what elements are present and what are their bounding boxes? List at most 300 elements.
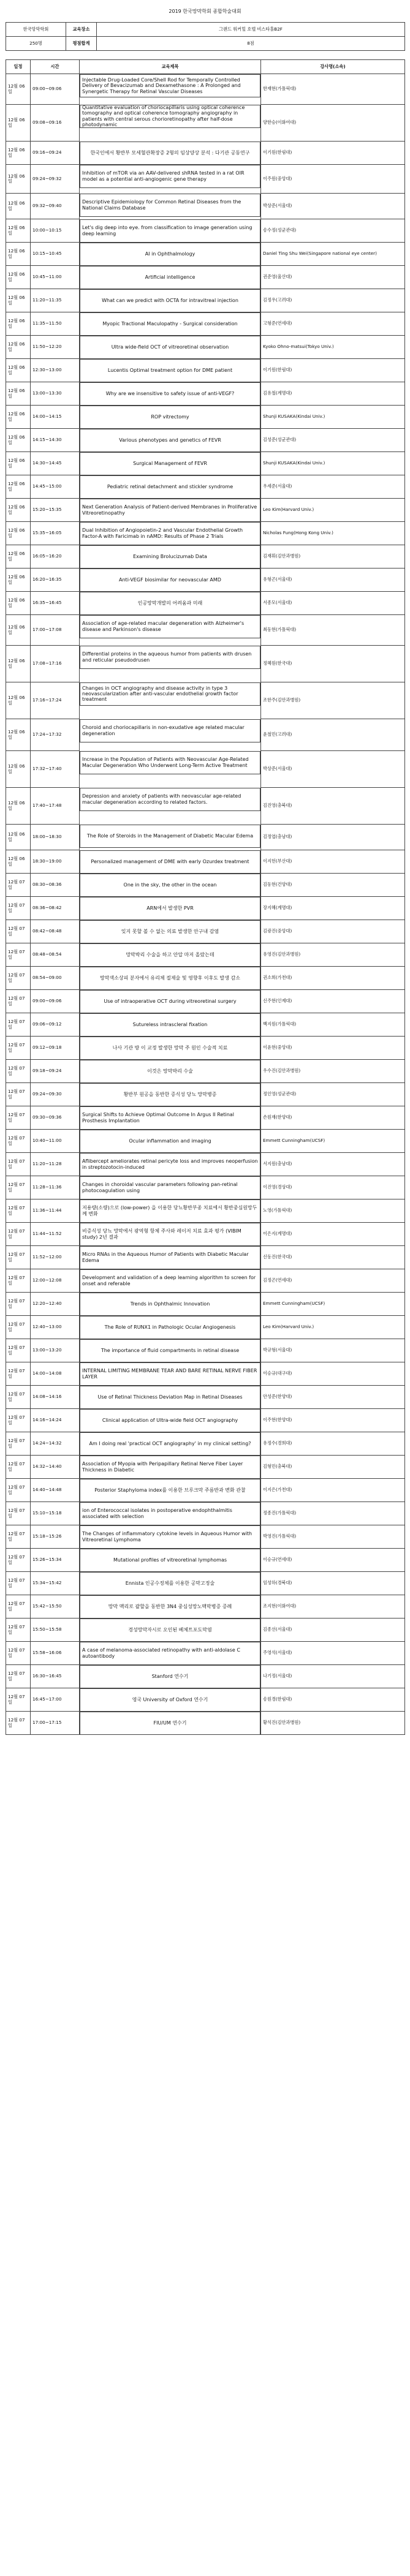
session-date: 12월 07일: [6, 1502, 31, 1525]
schedule-row: [6, 522, 405, 545]
session-title: Quantitative evaluation of choriocapillaris using optical coherence tomography and optical coherence tomography angiography in patients with central serous chorioretinopathy after half-dose photodynamic: [80, 105, 260, 128]
schedule-row: [6, 1362, 405, 1386]
session-title: Surgical Shifts to Achieve Optimal Outcome In Argus II Retinal Prosthesis Implantation: [80, 1106, 260, 1130]
session-speaker: 김동현(건양대): [261, 874, 405, 897]
session-date: 12월 06일: [6, 568, 31, 592]
schedule-row: [6, 1246, 405, 1269]
session-speaker: 김진영(충북대): [261, 788, 405, 825]
session-time: 14:16~14:24: [31, 1409, 80, 1432]
session-time: 17:00~17:15: [31, 1712, 80, 1735]
session-date: 12월 06일: [6, 105, 31, 142]
session-date: 12월 07일: [6, 1362, 31, 1386]
session-time: 17:32~17:40: [31, 751, 80, 788]
session-title: Artificial intelligence: [80, 266, 260, 289]
session-time: 14:00~14:15: [31, 406, 80, 429]
session-date: 12월 07일: [6, 1199, 31, 1223]
session-title: Development and validation of a deep learning algorithm to screen for onset and referable: [80, 1269, 260, 1293]
session-time: 14:15~14:30: [31, 429, 80, 452]
header-date: 일정: [6, 60, 31, 74]
session-time: 17:16~17:24: [31, 682, 80, 719]
session-title: Choroid and choriocapillaris in non-exudative age related macular degeneration: [80, 719, 260, 742]
session-time: 09:24~09:30: [31, 1083, 80, 1106]
session-speaker: 황석진(김안과병원): [261, 1712, 405, 1735]
session-time: 11:50~12:20: [31, 336, 80, 359]
session-date: 12월 06일: [6, 406, 31, 429]
session-date: 12월 06일: [6, 74, 31, 105]
header-title: 교육제목: [80, 60, 261, 74]
session-time: 09:24~09:32: [31, 165, 80, 194]
session-speaker: 송수정(성균관대): [261, 219, 405, 243]
session-speaker: 서지원(충남대): [261, 1153, 405, 1176]
schedule-row: [6, 943, 405, 967]
session-speaker: 박영진(가톨릭대): [261, 1525, 405, 1549]
schedule-row: [6, 1130, 405, 1153]
session-time: 08:42~08:48: [31, 920, 80, 943]
session-title: The importance of fluid compartments in retinal disease: [80, 1339, 260, 1362]
schedule-row: [6, 825, 405, 850]
session-time: 16:05~16:20: [31, 545, 80, 568]
info-table: [6, 22, 405, 51]
session-title: Differential proteins in the aqueous humor from patients with drusen and reticular pseudodrusen: [80, 646, 260, 669]
session-title: Increase in the Population of Patients with Neovascular Age-Related Macular Degeneration Who Underwent Long-Term Active Treatment: [80, 751, 260, 774]
session-speaker: 이지헌(부산대): [261, 850, 405, 874]
session-speaker: 김유철(계명대): [261, 382, 405, 406]
session-title: Sutureless intrascleral fixation: [80, 1013, 260, 1037]
session-time: 14:32~14:40: [31, 1456, 80, 1479]
schedule-row: [6, 615, 405, 646]
session-title: Ennista 인공수정체를 이용한 공막고정술: [80, 1572, 260, 1595]
session-speaker: 김정엽(충남대): [261, 825, 405, 850]
session-time: 17:00~17:08: [31, 615, 80, 646]
schedule-row: [6, 545, 405, 568]
schedule-row: [6, 1386, 405, 1409]
session-date: 12월 07일: [6, 1432, 31, 1456]
session-date: 12월 06일: [6, 266, 31, 289]
schedule-row: [6, 1409, 405, 1432]
session-title: Association of Myopia with Peripapillary Retinal Nerve Fiber Layer Thickness in Diabetic: [80, 1456, 260, 1479]
schedule-row: [6, 1037, 405, 1060]
session-date: 12월 07일: [6, 1688, 31, 1712]
session-time: 11:35~11:50: [31, 312, 80, 336]
session-title: The Changes of inflammatory cytokine levels in Aqueous Humor with Vitreoretinal Lymphoma: [80, 1525, 260, 1549]
session-time: 14:00~14:08: [31, 1362, 80, 1386]
session-date: 12월 07일: [6, 1386, 31, 1409]
session-time: 09:12~09:18: [31, 1037, 80, 1060]
session-title: Descriptive Epidemiology for Common Retinal Diseases from the National Claims Database: [80, 194, 260, 217]
session-speaker: 김종선(서울대): [261, 1618, 405, 1642]
session-title: One in the sky, the other in the ocean: [80, 874, 260, 897]
session-speaker: 이지은(가천대): [261, 1479, 405, 1502]
schedule-row: [6, 1618, 405, 1642]
session-date: 12월 06일: [6, 243, 31, 266]
session-speaker: 이승규(연세대): [261, 1549, 405, 1572]
session-speaker: 이윤현(중앙대): [261, 1037, 405, 1060]
schedule-header-row: [6, 60, 405, 74]
schedule-row: [6, 74, 405, 105]
session-title: Personalized management of DME with early Ozurdex treatment: [80, 850, 260, 874]
session-time: 11:44~11:52: [31, 1223, 80, 1246]
schedule-row: [6, 1712, 405, 1735]
session-time: 18:00~18:30: [31, 825, 80, 850]
session-title: Depression and anxiety of patients with neovascular age-related macular degeneration according to related factors.: [80, 788, 260, 811]
session-title: Ocular inflammation and imaging: [80, 1130, 260, 1153]
session-time: 11:20~11:28: [31, 1153, 80, 1176]
session-date: 12월 07일: [6, 1618, 31, 1642]
session-time: 09:18~09:24: [31, 1060, 80, 1083]
session-time: 15:50~15:58: [31, 1618, 80, 1642]
session-date: 12월 07일: [6, 1153, 31, 1176]
session-date: 12월 07일: [6, 1223, 31, 1246]
session-date: 12월 07일: [6, 1037, 31, 1060]
session-title: INTERNAL LIMITING MEMBRANE TEAR AND BARE RETINAL NERVE FIBER LAYER: [80, 1362, 260, 1386]
session-time: 13:00~13:30: [31, 382, 80, 406]
session-speaker: 노영(가톨릭대): [261, 1199, 405, 1223]
schedule-row: [6, 266, 405, 289]
schedule-row: [6, 990, 405, 1013]
session-date: 12월 07일: [6, 1339, 31, 1362]
schedule-row: [6, 719, 405, 751]
schedule-row: [6, 1572, 405, 1595]
session-title: 경성망막자시로 오인된 베체트포도막염: [80, 1618, 260, 1642]
session-speaker: 우세준(서울대): [261, 475, 405, 499]
session-title: Pediatric retinal detachment and stickler syndrome: [80, 475, 260, 499]
schedule-row: [6, 475, 405, 499]
session-time: 08:36~08:42: [31, 897, 80, 920]
session-title: Why are we insensitive to safety issue of anti-VEGF?: [80, 382, 260, 406]
session-title: AI in Ophthalmology: [80, 243, 260, 266]
session-title: Examining Brolucizumab Data: [80, 545, 260, 568]
schedule-row: [6, 874, 405, 897]
session-time: 09:32~09:40: [31, 194, 80, 219]
session-date: 12월 07일: [6, 1642, 31, 1665]
session-time: 13:00~13:20: [31, 1339, 80, 1362]
session-speaker: Emmett Cunningham(UCSF): [261, 1130, 405, 1153]
header-time: 시간: [31, 60, 80, 74]
session-title: Lucentis Optimal treatment option for DME patient: [80, 359, 260, 382]
session-date: 12월 06일: [6, 475, 31, 499]
session-title: Surgical Management of FEVR: [80, 452, 260, 475]
session-date: 12월 07일: [6, 1060, 31, 1083]
session-time: 09:06~09:12: [31, 1013, 80, 1037]
session-speaker: 이주현(한양대): [261, 1409, 405, 1432]
session-date: 12월 06일: [6, 194, 31, 219]
schedule-row: [6, 1665, 405, 1688]
session-speaker: 유정수(경희대): [261, 1432, 405, 1456]
session-time: 10:40~11:00: [31, 1130, 80, 1153]
session-speaker: 나기정(서울대): [261, 1665, 405, 1688]
session-speaker: 조지현(이화여대): [261, 1595, 405, 1618]
session-title: Injectable Drug-Loaded Core/Shell Rod for Temporally Controlled Delivery of Bevacizumab and Dexamethasone : A Prolonged and Synergetic Therapy for Retinal Vascular Diseases: [80, 74, 260, 97]
session-time: 09:16~09:24: [31, 142, 80, 165]
session-title: Mutational profiles of vitreoretinal lymphomas: [80, 1549, 260, 1572]
schedule-row: [6, 920, 405, 943]
session-date: 12월 06일: [6, 359, 31, 382]
session-time: 11:20~11:35: [31, 289, 80, 312]
session-date: 12월 07일: [6, 1176, 31, 1199]
schedule-row: [6, 429, 405, 452]
session-speaker: 이은지(계명대): [261, 1223, 405, 1246]
session-speaker: 박상준(서울대): [261, 751, 405, 788]
session-date: 12월 06일: [6, 615, 31, 646]
schedule-row: [6, 1153, 405, 1176]
schedule-row: [6, 1502, 405, 1525]
session-time: 09:08~09:16: [31, 105, 80, 142]
session-time: 09:00~09:06: [31, 74, 80, 105]
session-time: 18:30~19:00: [31, 850, 80, 874]
session-date: 12월 06일: [6, 219, 31, 243]
session-date: 12월 06일: [6, 312, 31, 336]
schedule-row: [6, 336, 405, 359]
session-title: Next Generation Analysis of Patient-derived Membranes in Proliferative Vitreoretinopathy: [80, 499, 260, 522]
session-speaker: 우수진(김안과병원): [261, 1060, 405, 1083]
schedule-body: [6, 74, 405, 1735]
schedule-row: [6, 897, 405, 920]
session-speaker: 권준영(울산대): [261, 266, 405, 289]
schedule-row: [6, 194, 405, 219]
session-speaker: 이진영(경상대): [261, 1176, 405, 1199]
session-date: 12월 06일: [6, 289, 31, 312]
session-speaker: 이승규(대구대): [261, 1362, 405, 1386]
schedule-row: [6, 1688, 405, 1712]
schedule-row: [6, 165, 405, 194]
session-speaker: Shunji KUSAKA(Kindai Univ.): [261, 452, 405, 475]
session-time: 16:45~17:00: [31, 1688, 80, 1712]
session-speaker: Leo Kim(Harvard Univ.): [261, 1316, 405, 1339]
session-time: 11:36~11:44: [31, 1199, 80, 1223]
session-time: 15:26~15:34: [31, 1549, 80, 1572]
page-title: 2019 한국망막학회 종합학술대회: [169, 8, 241, 14]
session-time: 16:35~16:45: [31, 592, 80, 615]
session-speaker: Kyoko Ohno-matsui(Tokyo Univ.): [261, 336, 405, 359]
schedule-row: [6, 850, 405, 874]
session-date: 12월 07일: [6, 1549, 31, 1572]
schedule-row: [6, 1083, 405, 1106]
session-title: Changes in choroidal vascular parameters following pan-retinal photocoagulation using: [80, 1176, 260, 1199]
session-time: 09:00~09:06: [31, 990, 80, 1013]
session-date: 12월 06일: [6, 499, 31, 522]
schedule-row: [6, 568, 405, 592]
schedule-row: [6, 967, 405, 990]
session-speaker: 고형준(연세대): [261, 312, 405, 336]
session-title: Stanford 연수기: [80, 1665, 260, 1688]
session-date: 12월 07일: [6, 1293, 31, 1316]
session-date: 12월 06일: [6, 165, 31, 194]
schedule-row: [6, 1339, 405, 1362]
schedule-row: [6, 499, 405, 522]
schedule-row: [6, 359, 405, 382]
session-speaker: 김재휘(김안과병원): [261, 545, 405, 568]
session-title: The Role of RUNX1 in Pathologic Ocular Angiogenesis: [80, 1316, 260, 1339]
session-title: 망막색소상피 분자에서 유리체 절제술 및 영향후 이후도 발생 감소: [80, 967, 260, 990]
session-title: 황반부 원공을 동반한 증식성 당뇨 망막병증: [80, 1083, 260, 1106]
session-title: 영국 University of Oxford 연수기: [80, 1688, 260, 1712]
session-date: 12월 07일: [6, 967, 31, 990]
session-date: 12월 06일: [6, 682, 31, 719]
session-date: 12월 07일: [6, 920, 31, 943]
session-speaker: 이기원(한림대): [261, 142, 405, 165]
session-title: Inhibition of mTOR via an AAV-delivered shRNA tested in a rat OIR model as a potential anti-angiogenic gene therapy: [80, 165, 260, 188]
session-title: 망막 맥리로 괄할을 동반한 3N4 중심성망노맥막병증 증례: [80, 1595, 260, 1618]
session-time: 12:00~12:08: [31, 1269, 80, 1293]
schedule-row: [6, 1199, 405, 1223]
session-date: 12월 06일: [6, 592, 31, 615]
session-title: FIU/UM 연수기: [80, 1712, 260, 1735]
header-speaker: 강사명(소속): [261, 60, 405, 74]
session-title: 이것은 망막박리 수술: [80, 1060, 260, 1083]
session-date: 12월 06일: [6, 522, 31, 545]
session-date: 12월 06일: [6, 825, 31, 850]
session-date: 12월 07일: [6, 897, 31, 920]
session-time: 10:45~11:00: [31, 266, 80, 289]
credits-value: 8점: [97, 37, 405, 51]
session-speaker: Nicholas Fung(Hong Kong Univ.): [261, 522, 405, 545]
session-time: 10:15~10:45: [31, 243, 80, 266]
session-title: 비증식성 당뇨 망막에서 광역형 항체 주사와 레이저 치료 효과 평가 (VIBIM study) 2년 결과: [80, 1223, 260, 1246]
session-title: Various phenotypes and genetics of FEVR: [80, 429, 260, 452]
session-date: 12월 07일: [6, 1479, 31, 1502]
session-speaker: 정혜원(한국대): [261, 646, 405, 682]
session-title: Use of Retinal Thickness Deviation Map in Retinal Diseases: [80, 1386, 260, 1409]
session-date: 12월 07일: [6, 1456, 31, 1479]
session-title: Changes in OCT angiography and disease activity in type 3 neovascularization after anti-vascular endothelial growth factor treatment: [80, 682, 260, 706]
session-time: 17:08~17:16: [31, 646, 80, 682]
session-date: 12월 06일: [6, 429, 31, 452]
schedule-row: [6, 142, 405, 165]
session-date: 12월 06일: [6, 788, 31, 825]
schedule-row: [6, 452, 405, 475]
credits-label: 평점합계: [66, 37, 97, 51]
session-title: Micro RNAs in the Aqueous Humor of Patients with Diabetic Macular Edema: [80, 1246, 260, 1269]
session-date: 12월 07일: [6, 1269, 31, 1293]
session-title: 저용량(소량)으로 (low-power) 을 이용한 당뇨황반부종 치료에서 황반중심원망두께 변화: [80, 1199, 260, 1223]
session-time: 10:00~10:15: [31, 219, 80, 243]
session-speaker: 정인영(성균관대): [261, 1083, 405, 1106]
session-title: What can we predict with OCTA for intravitreal injection: [80, 289, 260, 312]
session-speaker: Emmett Cunningham(UCSF): [261, 1293, 405, 1316]
session-time: 08:30~08:36: [31, 874, 80, 897]
session-time: 09:30~09:36: [31, 1106, 80, 1130]
session-speaker: Leo Kim(Harvard Univ.): [261, 499, 405, 522]
session-time: 14:40~14:48: [31, 1479, 80, 1502]
session-title: ARN에서 발생한 PVR: [80, 897, 260, 920]
session-title: Aflibercept ameliorates retinal pericyte loss and improves neoperfusion in streptozotocin-induced: [80, 1153, 260, 1176]
session-title: Use of intraoperative OCT during vitreoretinal surgery: [80, 990, 260, 1013]
session-time: 17:24~17:32: [31, 719, 80, 751]
session-date: 12월 06일: [6, 142, 31, 165]
session-date: 12월 07일: [6, 1595, 31, 1618]
session-title: Dual Inhibition of Angiopoietin-2 and Vascular Endothelial Growth Factor-A with Faricimab in nAMD: Results of Phase 2 Trials: [80, 522, 260, 545]
session-speaker: 양한승(이화여대): [261, 105, 405, 142]
session-date: 12월 07일: [6, 1246, 31, 1269]
session-date: 12월 07일: [6, 1712, 31, 1735]
session-speaker: 유형곤(서울대): [261, 568, 405, 592]
session-date: 12월 07일: [6, 1572, 31, 1595]
session-time: 12:30~13:00: [31, 359, 80, 382]
session-time: 11:52~12:00: [31, 1246, 80, 1269]
session-time: 15:42~15:50: [31, 1595, 80, 1618]
session-title: Association of age-related macular degeneration with Alzheimer's disease and Parkinson's disease: [80, 615, 260, 638]
schedule-row: [6, 1595, 405, 1618]
venue-value: 그랜드 워커힐 호텔 비스타홀B2F: [97, 23, 405, 37]
schedule-row: [6, 1456, 405, 1479]
session-title: A case of melanoma-associated retinopathy with anti-aldolase C autoantibody: [80, 1642, 260, 1665]
schedule-row: [6, 1060, 405, 1083]
session-date: 12월 06일: [6, 751, 31, 788]
attendee-count: 250명: [6, 37, 66, 51]
session-time: 11:28~11:36: [31, 1176, 80, 1199]
session-speaker: Shunji KUSAKA(Kindai Univ.): [261, 406, 405, 429]
session-date: 12월 07일: [6, 874, 31, 897]
session-title: The Role of Steroids in the Management of Diabetic Macular Edema: [80, 825, 260, 848]
schedule-table: [6, 59, 405, 1735]
session-title: Posterior Staphyloma index를 이용한 브루크막 주름반과 변화 관찰: [80, 1479, 260, 1502]
session-title: Clinical application of Ultra-wide field OCT angiography: [80, 1409, 260, 1432]
session-title: 인공망막개발의 어려움과 미래: [80, 592, 260, 615]
session-speaker: 최동현(가톨릭대): [261, 615, 405, 646]
session-speaker: 김형민(충북대): [261, 1456, 405, 1479]
schedule-row: [6, 289, 405, 312]
session-title: Am I doing real 'practical OCT angiography' in my clinical setting?: [80, 1432, 260, 1456]
schedule-row: [6, 219, 405, 243]
session-speaker: 송원경(한림대): [261, 1688, 405, 1712]
session-speaker: 김광진(중앙대): [261, 920, 405, 943]
schedule-row: [6, 382, 405, 406]
session-speaker: 정종진(가톨릭대): [261, 1502, 405, 1525]
session-speaker: 권소희(가천대): [261, 967, 405, 990]
schedule-row: [6, 788, 405, 825]
session-time: 15:20~15:35: [31, 499, 80, 522]
schedule-row: [6, 682, 405, 719]
session-time: 16:20~16:35: [31, 568, 80, 592]
session-speaker: 신주현(인제대): [261, 990, 405, 1013]
schedule-row: [6, 1269, 405, 1293]
schedule-row: [6, 1293, 405, 1316]
session-title: ROP vitrectomy: [80, 406, 260, 429]
session-title: ion of Enterococcal isolates in postoperative endophthalmitis associated with selection: [80, 1502, 260, 1525]
session-title: 한국인에서 황반부 모세혈관확장증 2형의 임상양상 분석 : 다기관 공동연구: [80, 142, 260, 165]
session-time: 14:24~14:32: [31, 1432, 80, 1456]
session-speaker: 김정곤(연세대): [261, 1269, 405, 1293]
session-time: 14:08~14:16: [31, 1386, 80, 1409]
schedule-row: [6, 751, 405, 788]
schedule-row: [6, 1479, 405, 1502]
session-date: 12월 07일: [6, 943, 31, 967]
schedule-row: [6, 592, 405, 615]
session-time: 15:58~16:06: [31, 1642, 80, 1665]
schedule-row: [6, 1176, 405, 1199]
session-date: 12월 06일: [6, 719, 31, 751]
session-time: 15:35~16:05: [31, 522, 80, 545]
schedule-row: [6, 1642, 405, 1665]
session-time: 14:30~14:45: [31, 452, 80, 475]
session-speaker: 손원재(한양대): [261, 1106, 405, 1130]
session-speaker: 박상준(서울대): [261, 194, 405, 219]
session-title: Anti-VEGF biosimilar for neovascular AMD: [80, 568, 260, 592]
session-speaker: 안성준(한양대): [261, 1386, 405, 1409]
session-speaker: 김정우(고려대): [261, 289, 405, 312]
session-date: 12월 06일: [6, 646, 31, 682]
session-title: Myopic Tractional Maculopathy - Surgical consideration: [80, 312, 260, 336]
session-speaker: 김성준(성균관대): [261, 429, 405, 452]
session-date: 12월 06일: [6, 545, 31, 568]
session-title: 잊지 못할 볼 수 없는 의료 발생한 안구내 감염: [80, 920, 260, 943]
session-speaker: 이기원(한림대): [261, 359, 405, 382]
session-date: 12월 07일: [6, 1106, 31, 1130]
session-time: 08:48~08:54: [31, 943, 80, 967]
session-title: 망막박리 수술을 하고 안압 마저 올랐는데: [80, 943, 260, 967]
schedule-row: [6, 243, 405, 266]
session-title: 나사 기관 방 이 교정 발생한 망막 주 원인 수술적 치료: [80, 1037, 260, 1060]
